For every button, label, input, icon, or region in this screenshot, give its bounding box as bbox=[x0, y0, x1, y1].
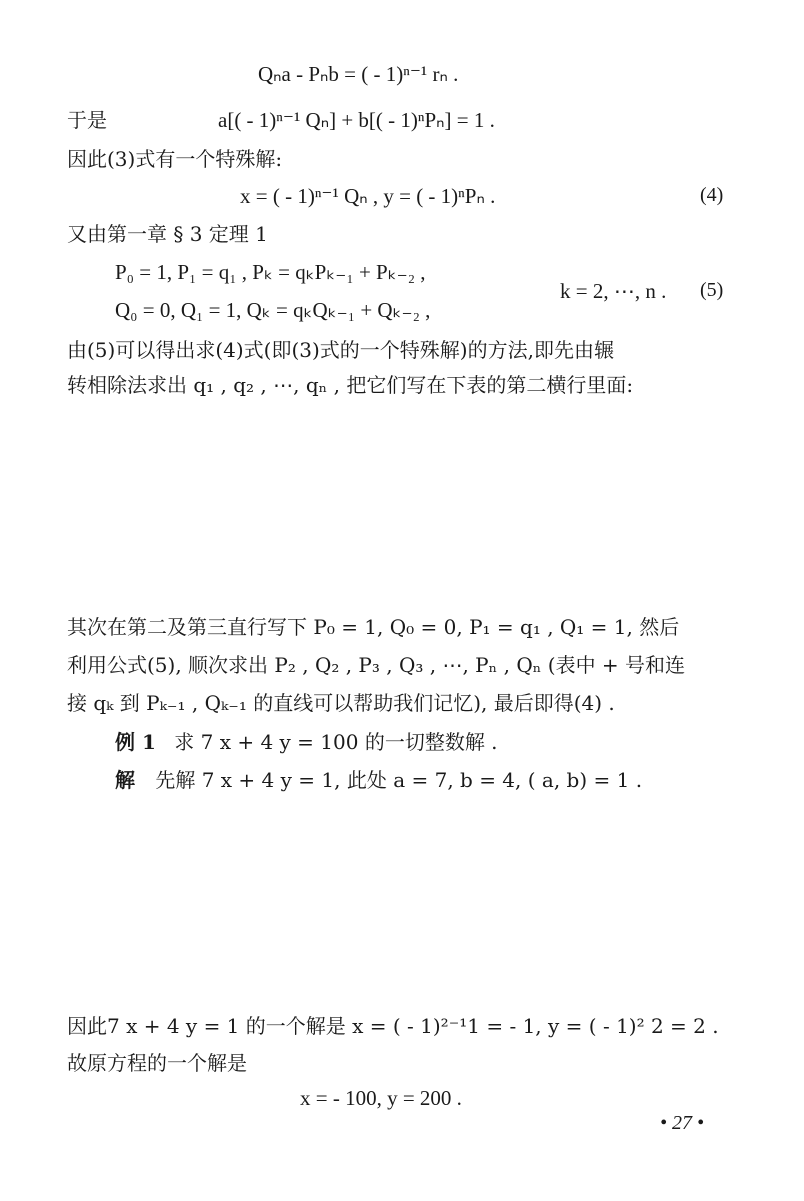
paragraph-2-line-1: 其次在第二及第三直行写下 P₀ = 1, Q₀ = 0, P₁ = q₁ , Q₁ = 1, 然后 bbox=[67, 615, 680, 639]
text-yushi: 于是 bbox=[67, 108, 107, 132]
final-equation: x = - 100, y = 200 . bbox=[300, 1086, 462, 1110]
solution-1 bbox=[115, 766, 642, 794]
text-chapter-reference: 又由第一章 § 3 定理 1 bbox=[67, 222, 268, 246]
solution-label: 解 bbox=[115, 768, 135, 792]
example-text: 求 7 x + 4 y = 100 的一切整数解 . bbox=[174, 730, 498, 754]
equation-k-range: k = 2, ⋯, n . bbox=[560, 279, 667, 303]
equation-special-solution: x = ( - 1)ⁿ⁻¹ Qₙ , y = ( - 1)ⁿPₙ . bbox=[240, 184, 496, 208]
equation-qa-pb: Qₙa - Pₙb = ( - 1)ⁿ⁻¹ rₙ . bbox=[258, 62, 459, 86]
paragraph-2-line-3: 接 qₖ 到 Pₖ₋₁ , Qₖ₋₁ 的直线可以帮助我们记忆), 最后即得(4) . bbox=[67, 691, 615, 715]
euclid-table-placeholder-blank bbox=[67, 805, 737, 1005]
page-number: • 27 • bbox=[659, 1112, 704, 1134]
equation-p-recurrence: P₀ = 1, P₁ = q₁ , Pₖ = qₖPₖ₋₁ + Pₖ₋₂ , bbox=[115, 260, 426, 284]
equation-q-recurrence: Q₀ = 0, Q₁ = 1, Qₖ = qₖQₖ₋₁ + Qₖ₋₂ , bbox=[115, 298, 431, 322]
equation-number-5: (5) bbox=[700, 279, 724, 301]
paragraph-1-line-1: 由(5)可以得出求(4)式(即(3)式的一个特殊解)的方法,即先由辗 bbox=[67, 338, 614, 362]
conclusion-line-1: 因此7 x + 4 y = 1 的一个解是 x = ( - 1)²⁻¹1 = - 1, y = ( - 1)² 2 = 2 . bbox=[67, 1014, 719, 1038]
paragraph-2-line-2: 利用公式(5), 顺次求出 P₂ , Q₂ , P₃ , Q₃ , ⋯, Pₙ , Qₙ (表中 + 号和连 bbox=[67, 653, 686, 677]
text-special-solution: 因此(3)式有一个特殊解: bbox=[67, 147, 283, 171]
solution-text: 先解 7 x + 4 y = 1, 此处 a = 7, b = 4, ( a, b) = 1 . bbox=[155, 768, 643, 792]
table-placeholder-blank bbox=[67, 410, 737, 610]
conclusion-line-2: 故原方程的一个解是 bbox=[67, 1051, 247, 1075]
example-1 bbox=[115, 728, 498, 756]
equation-number-4: (4) bbox=[700, 184, 724, 206]
example-label: 例 1 bbox=[115, 730, 156, 754]
paragraph-1-line-2: 转相除法求出 q₁ , q₂ , ⋯, qₙ , 把它们写在下表的第二横行里面: bbox=[67, 373, 634, 397]
equation-yushi: a[( - 1)ⁿ⁻¹ Qₙ] + b[( - 1)ⁿPₙ] = 1 . bbox=[218, 108, 495, 132]
